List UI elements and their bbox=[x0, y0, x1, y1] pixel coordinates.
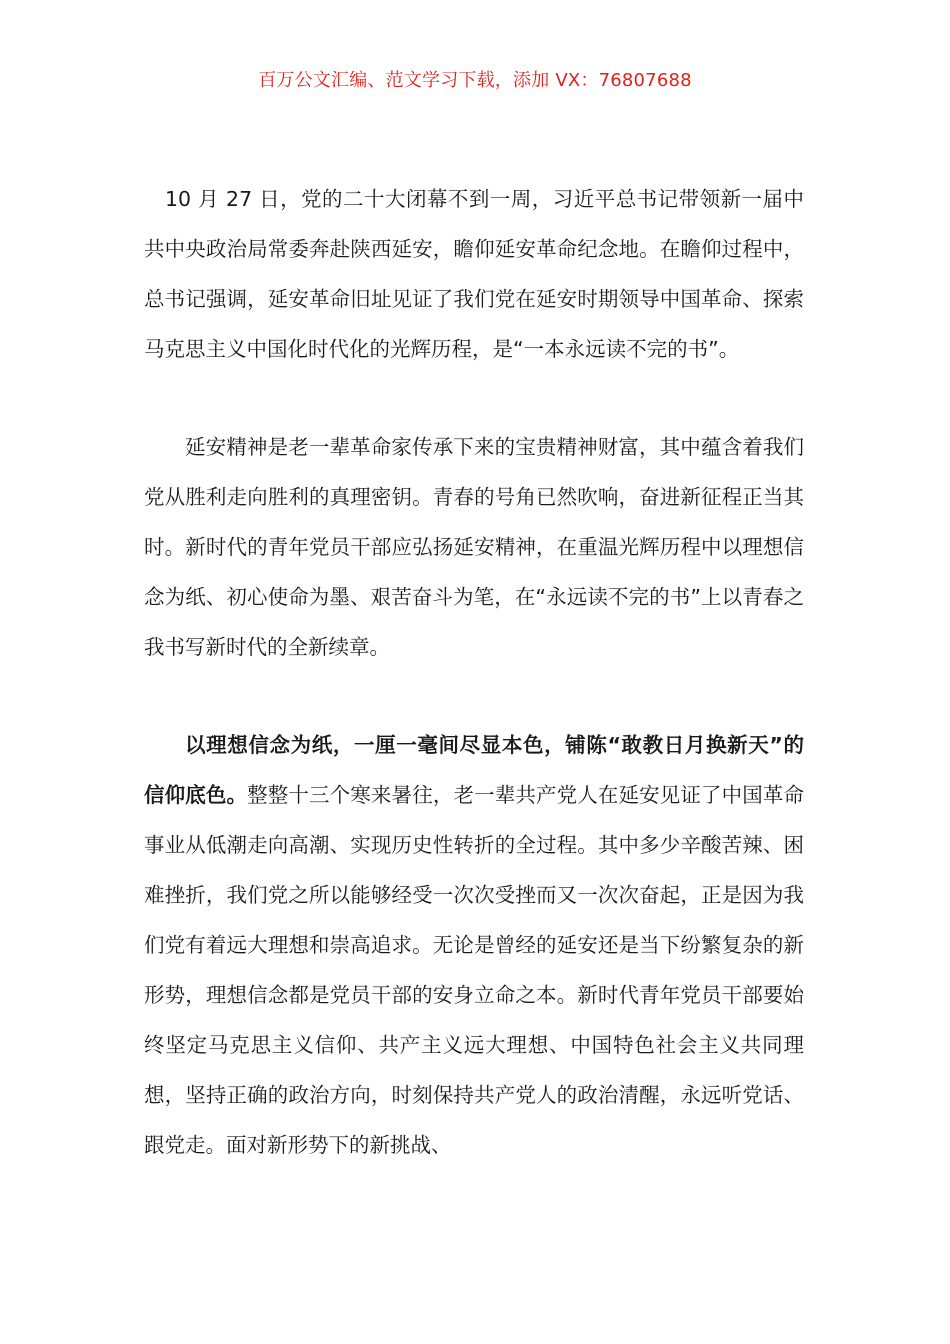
paragraph-3 bbox=[144, 720, 804, 1170]
paragraph-3-body: 整整十三个寒来暑往，老一辈共产党人在延安见证了中国革命事业从低潮走向高潮、实现历史性转折的全过程。其中多少辛酸苦辣、困难挫折，我们党之所以能够经受一次次受挫而又一次次奋起，正是因为我们党有着远大理想和崇高追求。无论是曾经的延安还是当下纷繁复杂的新形势，理想信念都是党员干部的安身立命之本。新时代青年党员干部要始终坚定马克思主义信仰、共产主义远大理想、中国特色社会主义共同理想，坚持正确的政治方向，时刻保持共产党人的政治清醒，永远听党话、跟党走。面对新形势下的新挑战、 bbox=[144, 783, 805, 1157]
document-body bbox=[144, 174, 804, 1170]
header-watermark-text: 百万公文汇编、范文学习下载，添加 VX：76807688 bbox=[258, 70, 692, 91]
paragraph-2: 延安精神是老一辈革命家传承下来的宝贵精神财富，其中蕴含着我们党从胜利走向胜利的真理密钥。青春的号角已然吹响，奋进新征程正当其时。新时代的青年党员干部应弘扬延安精神，在重温光辉历程中以理想信念为纸、初心使命为墨、艰苦奋斗为笔，在“永远读不完的书”上以青春之我书写新时代的全新续章。 bbox=[144, 435, 804, 659]
paragraph-1: 10 月 27 日，党的二十大闭幕不到一周，习近平总书记带领新一届中共中央政治局常委奔赴陕西延安，瞻仰延安革命纪念地。在瞻仰过程中，总书记强调，延安革命旧址见证了我们党在延安时期领导中国革命、探索马克思主义中国化时代化的光辉历程，是“一本永远读不完的书”。 bbox=[144, 187, 804, 361]
paragraph-gap bbox=[144, 672, 804, 720]
paragraph-3-lead-heading: 以理想信念为纸，一厘一毫间尽显本色，铺陈“敢教日月换新天”的信仰底色。 bbox=[144, 733, 804, 807]
paragraph-gap bbox=[144, 374, 804, 422]
